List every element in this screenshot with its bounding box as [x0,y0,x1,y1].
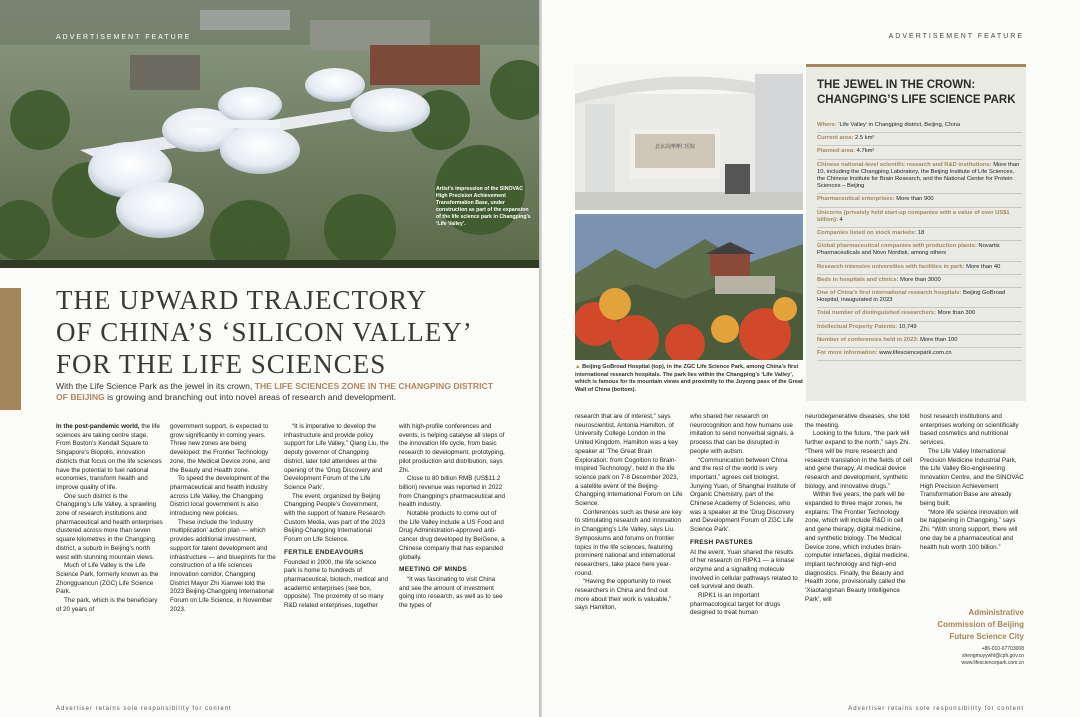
subhead-meeting: MEETING OF MINDS [399,566,467,574]
fact-item [817,322,1022,335]
fact-item [817,275,1022,288]
fact-item [817,288,1022,308]
hospital-interior-image [575,64,803,210]
c2-p1: government support, is expected to grow significantly in coming years. Three new zones are being developed: the Frontier Technology zone, the Medical Device zone, and the Beauty and Health zone. [170,423,270,474]
fact-value: More than 40 [964,263,1001,270]
headline-line-3: FOR THE LIFE SCIENCES [56,349,387,379]
body-column-5 [575,413,683,613]
c2-p3: These include the ‘industry multiplication’ action plan — which provides additional investment, support for talent development and infrastructure — and blueprints for the construction of a life sciences innovation corridor, Changping District Mayor Zhi Xianwei told the 2023 Beijing-Changping International Forum on Life Science, in November 2023. [170,518,276,613]
c4-p3: Notable products to come out of the Life Valley include a US Food and Drug Administration-approved anti-cancer drug developed by BeiGene, a Chinese company that has expanded globally. [399,510,505,561]
fact-key: Beds in hospitals and clinics: [817,276,899,283]
fact-box-title-line-1: THE JEWEL IN THE CROWN: [817,79,976,91]
right-page [542,0,1080,717]
photo-caption [575,364,803,394]
c4-p1: with high-profile conferences and events, is helping catalyse all steps of the innovation life cycle, from basic research to development, prototyping, pilot production and distribution, says Zhi. [399,423,505,474]
fact-value: More than 100 [918,336,958,343]
contact-info [961,646,1024,667]
c6-p1: who shared her research on neurocognition and how humans use imitation to send nonverbal signals, a process that can be disrupted in people with autism. [690,413,794,455]
c1-p4: The park, which is the beneficiary of 20 years of [56,597,158,613]
fact-value: 4 [837,216,843,223]
hospital-photo [575,64,803,210]
fact-key: Number of conferences held in 2023: [817,336,919,343]
fact-item [817,133,1022,146]
contact-email: shengmuyywhl@cph.gov.cn [962,653,1024,659]
hero-image [0,0,540,268]
c3-p2: The event, organized by Beijing Changping People’s Government, with the support of Nature Research Custom Media, was part of the 2023 Beijing-Changping International Forum on Life Science. [284,492,386,544]
c7-p2: Looking to the future, “the park will further expand to the north,” says Zhi. “There will be more research and research translation in the fields of cell and gene therapy, AI medical device research and development, synthetic biology, and innovative drugs.” [805,430,913,490]
standfirst-accent: THE LIFE SCIENCES ZONE IN THE CHANGPING DISTRICT OF BEIJING [56,381,493,402]
advertiser-credit [937,607,1024,643]
fact-item [817,208,1022,228]
body-column-6 [690,413,798,618]
standfirst-text-1: With the Life Science Park as the jewel in its crown, [56,381,255,391]
footer-left: Advertiser retains sole responsibility for content [56,706,232,712]
c7-p3: Within five years, the park will be expanded to three major zones, he explains: The Frontier Technology zone, which will include R&D in cell and gene therapy, digital medicine, and synthetic biology. The Medical Device zone, which includes brain-computer interfaces, digital medicine, implant technology and high-end diagnostics. Finally, the Beauty and Health zone, provisionally called the ‘Xiaotangshan Beauty Intelligence Park’, will [805,491,909,603]
fact-item [817,241,1022,261]
fact-key: For more information: [817,350,878,357]
contact-website: www.lifesciencepark.com.cn [961,660,1024,666]
fact-box-title-line-2: CHANGPING’S LIFE SCIENCE PARK [817,94,1016,106]
fact-box [806,64,1026,401]
fact-key: Where: [817,122,837,128]
c4-p2: Close to 80 billion RMB (US$11.2 billion) revenue was reported in 2022 from Changping’s pharmaceutical and health industry. [399,475,505,509]
c6-p2: “Communication between China and the rest of the world is very important,” agrees cell biologist, Junying Yuan, of Shanghai Institute of Organic Chemistry, part of the Chinese Academy of Sciences, who was a speaker at the ‘Drug Discovery and Development Forum of ZGC Life Science Park’. [690,456,796,534]
c3-p1: “It is imperative to develop the infrastructure and provide policy support for Life Valley,” Qiang Liu, the deputy governor of Changping district, later told attendees at the opening of the ‘Drug Discovery and Development Forum of the Life Science Park’. [284,423,389,491]
fact-list [817,120,1022,361]
subhead-fertile: FERTILE ENDEAVOURS [284,548,364,556]
great-wall-photo [575,214,803,360]
fact-value: 2.5 km² [853,135,875,142]
fact-key: Unicorns (privately held start-up companies with a value of over US$1 billion): [817,209,1010,223]
fact-key: Pharmaceutical enterprises: [817,196,895,203]
juyong-pass-image [575,214,803,360]
contact-phone: +86-010-67703008 [981,646,1024,652]
credit-line-1: Administrative [968,608,1024,617]
fact-box-title [817,78,1017,108]
fact-value: ‘Life Valley’ in Changping district, Beijing, China [836,122,961,128]
standfirst-text-2: is growing and branching out into novel areas of research and development. [104,392,397,402]
fact-box-rule [806,64,1026,67]
c2-p2: To speed the development of the pharmaceutical and health industry across Life Valley, the Changping District local government is also introducing new policies. [170,475,270,518]
fact-value: 18 [916,230,925,237]
ad-feature-label-left: ADVERTISEMENT FEATURE [56,34,192,41]
headline-line-1: THE UPWARD TRAJECTORY [56,285,428,315]
headline-line-2: OF CHINA’S ‘SILICON VALLEY’ [56,317,473,347]
fact-value: More than 10, including the Changping Laboratory, the Beijing Institute of Life Sciences, the Chinese Institute for Brain Research, and the National Center for Protein Sciences – Beijing [817,161,1020,190]
caption-triangle-icon: ▲ [575,364,581,370]
fact-key: Research-intensive universities with facilities in park: [817,263,965,270]
credit-line-3: Future Science City [949,632,1024,641]
fact-key: Global pharmaceutical companies with production plants: [817,243,977,250]
fact-value: Novartis Pharmaceuticals and Novo Nordisk, among others [817,243,1000,257]
footer-right: Advertiser retains sole responsibility for content [848,706,1024,712]
fact-key: Chinese national-level scientific research and R&D institutions: [817,161,992,168]
c1-p2: One such district is the Changping’s Life Valley, a sprawling zone of research institutions and pharmaceutical and health enterprises clustered across more than seven square kilometres in the Changping district, a suburb in Beijing’s north west with stunning mountain views. [56,492,163,561]
c5-p1: research that are of interest,” says neuroscientist, Antonia Hamilton, of University College London in the United Kingdom. Hamilton was a key speaker at ‘The Great Brain Exploration: from Cognition to Brain-Inspired Technology’, held in the life science park on 7-8 December 2023, a satellite event of the Beijing-Changping International Forum on Life Science. [575,413,683,508]
body-column-1 [56,423,164,614]
fact-item [817,146,1022,159]
fact-value: More than 900 [894,196,934,203]
hero-caption: Artist’s impression of the SINOVAC High Precision Achievement Transformation Base, under construction as part of the expansion of the life science park in Changping’s ‘Life Valley’. [436,186,531,227]
fact-value: 10,749 [897,323,917,330]
body-column-7 [805,413,913,604]
c1-p1: the life sciences are taking centre stage. From Boston’s Kendall Square to Singapore’s Biopolis, innovation districts that focus on the life sciences have the potential to fuel national economies, transform health and improve quality of life. [56,423,162,491]
fact-item [817,160,1022,195]
credit-line-2: Commission of Beijing [937,620,1024,629]
fact-value: www.lifesciencepark.com.cn [877,350,952,357]
fact-key: Total number of distinguished researchers: [817,310,937,317]
body-column-2 [170,423,276,614]
fact-item [817,262,1022,275]
hospital-sign-text: 北京高博博仁医院 [654,144,696,150]
fact-value: More than 3000 [898,276,941,283]
c8-p1: host research institutions and enterprises working on scientifically based cosmetics and nutritional services. [920,413,1019,447]
c6-p4: RIPK1 is an important pharmacological target for drugs designed to treat human [690,592,781,617]
c4-p4: “It was fascinating to visit China and see the amount of investment going into research, as well as to see the types of [399,575,503,610]
fact-key: Current area: [817,135,854,142]
headline [56,284,526,380]
c8-p2: The Life Valley International Precision Medicine Industrial Park, the Life Valley Bio-engineering Innovation Centre, and the SINOVAC High Precision Achievement Transformation Base are already being built. [920,447,1024,508]
fact-item [817,335,1022,348]
c1-p3: Much of Life Valley is the Life Science Park, formerly known as the Zhongguancun (ZGC) Life Science Park. [56,562,159,596]
gold-accent-bar [0,288,21,410]
c3-p3: Founded in 2000, the life science park is home to hundreds of pharmaceutical, biotech, medical and academic enterprises (see box, opposite). The proximity of so many R&D related enterprises, together [284,558,388,610]
fact-key: Intellectual Property Patents: [817,323,898,330]
subhead-fresh: FRESH PASTURES [690,538,753,546]
fact-item [817,308,1022,321]
c5-p2: Conferences such as these are key to stimulating research and innovation in Changping’s Life Valley, says Liu. Symposiums and forums on frontier topics in the life sciences, featuring prominent national and international researchers, take place here year-round. [575,508,682,577]
fact-item [817,120,1022,133]
lead-in: In the post-pandemic world, [56,423,140,430]
c8-p3: “More life science innovation will be happening in Changping,” says Zhi. “With strong support, there will one day be a pharmaceutical and health hub worth 100 billion.” [920,508,1019,551]
body-column-4 [399,423,505,611]
c7-p1: neurodegenerative diseases, she told the meeting. [805,413,910,429]
ad-feature-label-right: ADVERTISEMENT FEATURE [888,33,1024,40]
fact-key: Planned area: [817,148,856,155]
standfirst [56,381,496,403]
photo-caption-text: Beijing GoBroad Hospital (top), in the ZGC Life Science Park, among China’s first international research hospitals. The park lies within the Changping’s ‘Life Valley’, which is famous for its mountain views and proximity to the Juyong pass of the Great Wall of China (bottom). [575,364,803,393]
fact-value: 4.7km² [855,148,875,155]
body-column-8 [920,413,1026,552]
c6-p3: At the event, Yuan shared the results of her research on RIPK1 — a kinase enzyme and a signalling molecule involved in cellular pathways related to cell survival and death. [690,548,798,591]
fact-key: Companies listed on stock markets: [817,230,917,237]
fact-value: More than 300 [936,310,976,317]
fact-item [817,194,1022,207]
fact-item [817,228,1022,241]
fact-item [817,348,1022,361]
fact-value: Beijing GoBroad Hospital, inaugurated in 2023 [817,290,1006,304]
c5-p3: “Having the opportunity to meet researchers in China and find out more about their work is valuable,” says Hamilton, [575,578,672,612]
fact-key: One of China’s first international research hospitals: [817,290,962,297]
body-column-3 [284,423,390,611]
